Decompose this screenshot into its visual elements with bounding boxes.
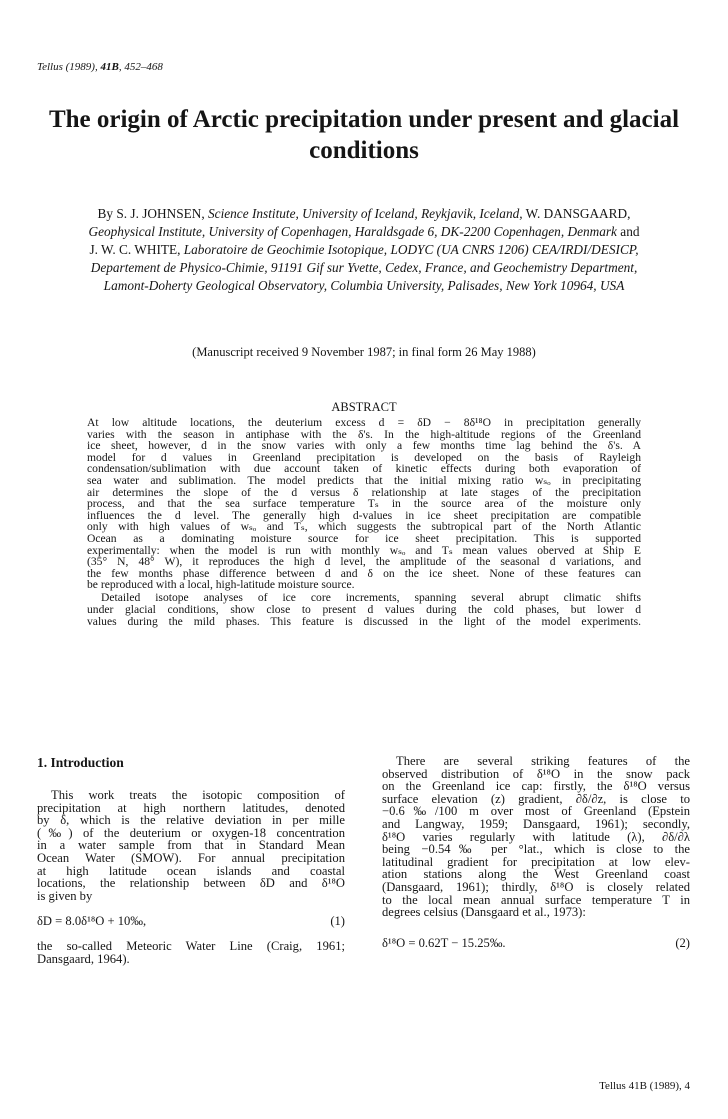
journal-name: Tellus bbox=[37, 61, 63, 73]
body-text-line: This work treats the isotopic composition of bbox=[51, 788, 345, 802]
volume: 41B bbox=[100, 61, 119, 73]
right-column bbox=[382, 753, 690, 953]
author-line bbox=[20, 259, 708, 277]
body-text-line: −0.6‰/100 m over most of Greenland (Epstein bbox=[382, 804, 690, 819]
body-text-line: ation stations along the West Greenland coast bbox=[382, 867, 690, 882]
body-text-line: to the local mean annual surface temperature T in bbox=[382, 892, 690, 907]
body-text-line: degrees celsius (Dansgaard et al., 1973): bbox=[382, 905, 586, 920]
section-heading: 1. Introduction bbox=[37, 755, 124, 770]
author-name: W. DANSGAARD, bbox=[522, 206, 631, 221]
author-name: By S. J. JOHNSEN, bbox=[97, 206, 209, 221]
abstract-line: (35° N, 48° W), it reproduces the high d level, the amplitude of the seasonal d variations, and bbox=[87, 555, 641, 569]
affiliation-text: Science Institute, University of Iceland, Reykjavik, Iceland, bbox=[208, 206, 523, 221]
body-text-line: Dansgaard, 1964). bbox=[37, 951, 130, 966]
paper-title bbox=[20, 104, 708, 166]
running-header bbox=[37, 61, 163, 73]
author-line bbox=[20, 205, 708, 223]
affiliation-text: Departement de Physico-Chimie, 91191 Gif sur Yvette, Cedex, France, and Geochemistry Department, bbox=[90, 260, 638, 275]
body-text-line: latitudinal gradient for precipitation at low elev- bbox=[382, 854, 690, 869]
body-text-line: (‰) of the deuterium or oxygen-18 concentration bbox=[37, 825, 345, 840]
abstract-line: the few months phase difference between d and δ on the ice sheet. None of these features can bbox=[87, 566, 641, 580]
body-text-line: by δ, which is the relative deviation in per mille bbox=[37, 813, 345, 828]
abstract-line: Ocean as a dominating moisture source for ice sheet precipitation. This is supported bbox=[87, 531, 641, 545]
abstract-body bbox=[87, 416, 641, 626]
title-line: The origin of Arctic precipitation under present and glacial bbox=[48, 106, 680, 133]
abstract-line: model for d values in Greenland precipitation is developed on the basis of Rayleigh bbox=[87, 450, 641, 464]
body-text-line: on the Greenland ice cap: firstly, the δ¹⁸O versus bbox=[382, 779, 690, 794]
abstract-line: sea water and sublimation. The model predicts that the initial mixing ratio wₛₒ in precipitating bbox=[87, 473, 641, 487]
abstract-line: only with high values of wₛₒ and Tₛ, which suggests the subtropical part of the North Atlantic bbox=[87, 520, 641, 534]
abstract-line: experimentally: when the model is run with monthly wₛₒ and Tₛ mean values oberved at Ship E bbox=[87, 543, 641, 557]
abstract-line: ice sheet, however, d in the snow varies with only a few months time lag behind the δ's. A bbox=[87, 439, 641, 453]
author-line bbox=[20, 241, 708, 259]
body-text-line: surface elevation (z) gradient, ∂δ/∂z, is close to bbox=[382, 791, 690, 806]
author-affiliations bbox=[20, 205, 708, 295]
abstract-line: varies with the season in antiphase with the δ's. In the high-altitude regions of the Greenland bbox=[87, 427, 641, 441]
equation-number: (2) bbox=[675, 936, 690, 951]
abstract-line: At low altitude locations, the deuterium excess d = δD − 8δ¹⁸O in precipitation generally bbox=[87, 416, 641, 429]
title-line: conditions bbox=[309, 137, 419, 164]
equation-expression: δ¹⁸O = 0.62T − 15.25‰. bbox=[382, 936, 506, 951]
manuscript-dates: (Manuscript received 9 November 1987; in final form 26 May 1988) bbox=[192, 345, 536, 359]
left-column bbox=[37, 787, 345, 968]
body-text-line: in a water sample from that in Standard Mean bbox=[37, 838, 345, 853]
body-text-line: the so-called Meteoric Water Line (Craig, 1961; bbox=[37, 939, 345, 954]
body-text-line: and Langway, 1959; Dansgaard, 1961); secondly, bbox=[382, 816, 690, 831]
abstract-line: air determines the slope of the d versus δ relationship at late stages of the precipitation bbox=[87, 485, 641, 499]
abstract-line: influences the d level. The generally high d-values in ice sheet precipitation are compatible bbox=[87, 508, 641, 522]
page-footer: Tellus 41B (1989), 4 bbox=[599, 1080, 690, 1092]
abstract-line: values during the mild phases. This feature is discussed in the light of the model experiments. bbox=[87, 614, 641, 628]
body-text-line: at high latitude ocean islands and coastal bbox=[37, 863, 345, 878]
equation-expression: δD = 8.0δ¹⁸O + 10‰, bbox=[37, 914, 147, 929]
author-line bbox=[20, 223, 708, 241]
body-text-line: Ocean Water (SMOW). For annual precipitation bbox=[37, 850, 345, 865]
abstract-line: be reproduced with a local, high-latitude moisture source. bbox=[87, 578, 355, 592]
affiliation-text: Lamont-Doherty Geological Observatory, Columbia University, Palisades, New York 10964, USA bbox=[103, 278, 625, 293]
abstract-heading: ABSTRACT bbox=[331, 400, 397, 414]
body-text-line: locations, the relationship between δD and δ¹⁸O bbox=[37, 876, 345, 891]
body-text-line: observed distribution of δ¹⁸O in the snow pack bbox=[382, 766, 690, 781]
body-text-line: (Dansgaard, 1961); thirdly, δ¹⁸O is closely related bbox=[382, 879, 690, 894]
body-text-line: is given by bbox=[37, 888, 93, 903]
author-name: J. W. C. WHITE, bbox=[89, 242, 184, 257]
page-range: , 452–468 bbox=[118, 61, 163, 73]
equation-number: (1) bbox=[330, 914, 345, 929]
body-text-line: being −0.54‰ per °lat., which is close to the bbox=[382, 842, 690, 857]
affiliation-text: Laboratoire de Geochimie Isotopique, LODYC (UA CNRS 1206) CEA/IRDI/DESICP, bbox=[183, 242, 639, 257]
body-text-line: δ¹⁸O varies regularly with latitude (λ), ∂δ/∂λ bbox=[382, 829, 690, 844]
abstract-line: process, and that the sea surface temperature Tₛ in the source area of the moisture only bbox=[87, 497, 641, 511]
equation-1 bbox=[37, 913, 345, 930]
abstract-line: condensation/sublimation with due account taken of kinetic effects during both evaporation of bbox=[87, 462, 641, 476]
citation-year: (1989), bbox=[65, 61, 101, 73]
body-text-line: precipitation at high northern latitudes, denoted bbox=[37, 800, 345, 815]
abstract-line: Detailed isotope analyses of ice core increments, spanning several abrupt climatic shifts bbox=[101, 591, 641, 605]
equation-2 bbox=[382, 935, 690, 952]
author-line bbox=[20, 277, 708, 295]
affiliation-text: Geophysical Institute, University of Copenhagen, Haraldsgade 6, DK-2200 Copenhagen, Denmark bbox=[88, 224, 617, 239]
abstract-line: under glacial conditions, show close to present d values during the cold phases, but lower d bbox=[87, 602, 641, 616]
author-name: and bbox=[616, 224, 640, 239]
body-text-line: There are several striking features of the bbox=[396, 754, 690, 768]
